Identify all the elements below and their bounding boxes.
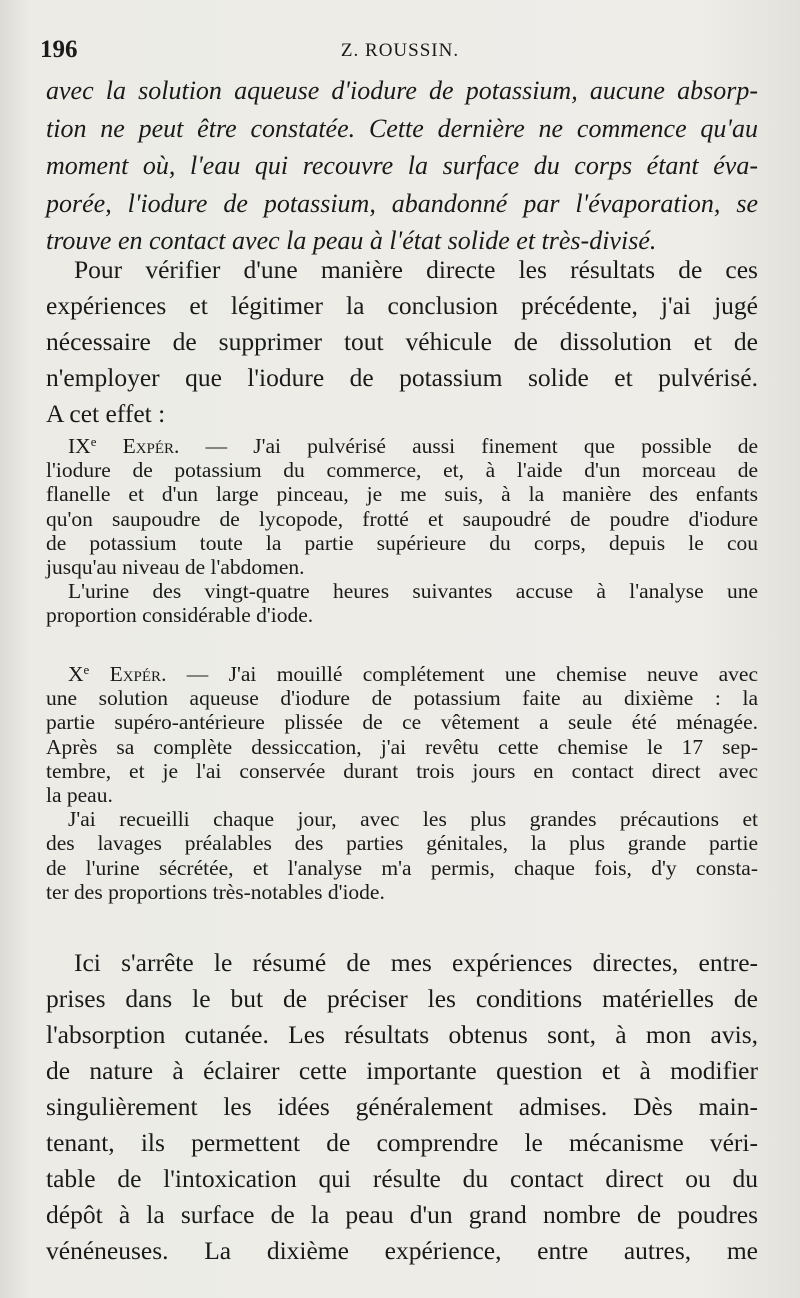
text-line: l'absorption cutanée. Les résultats obtenus sont, à mon avis,	[46, 1020, 758, 1049]
text-line: Pour vérifier d'une manière directe les résultats de ces	[74, 255, 758, 284]
page-header	[40, 36, 760, 66]
experiment-heading-line	[46, 434, 758, 458]
text-line: partie supéro-antérieure plissée de ce vêtement a seule été ménagée.	[46, 710, 758, 735]
text-line: tion ne peut être constatée. Cette dernière ne commence qu'au	[46, 113, 758, 143]
text-line: proportion considérable d'iode.	[46, 603, 314, 628]
experiment-numeral: IX	[68, 434, 91, 458]
experiment-numeral-sup: e	[90, 434, 97, 449]
page-number: 196	[40, 36, 78, 63]
text-line: moment où, l'eau qui recouvre la surface du corps étant éva-	[46, 151, 758, 180]
text-line: table de l'intoxication qui résulte du contact direct ou du	[46, 1164, 758, 1193]
text-line: de nature à éclairer cette importante question et à modifier	[46, 1056, 758, 1085]
text-line: J'ai recueilli chaque jour, avec les plus grandes précautions et	[68, 807, 758, 832]
running-head: Z. ROUSSIN.	[340, 40, 460, 61]
text-line: tembre, et je l'ai conservée durant trois jours en contact direct avec	[46, 758, 758, 783]
paragraph-summary	[46, 945, 758, 1269]
text-line: une solution aqueuse d'iodure de potassium faite au dixième : la	[46, 686, 758, 711]
text-line: prises dans le but de préciser les conditions matérielles de	[46, 984, 758, 1013]
text-line: Après sa complète dessiccation, j'ai revêtu cette chemise le 17 sep-	[46, 734, 758, 759]
experiment-label: Expér.	[96, 434, 180, 458]
text-line: trouve en contact avec la peau à l'état solide et très-divisé.	[46, 226, 657, 255]
text-line: nécessaire de supprimer tout véhicule de dissolution et de	[46, 327, 758, 356]
text-line: de potassium toute la partie supérieure du corps, depuis le cou	[46, 530, 758, 555]
text-line: singulièrement les idées généralement admises. Dès main-	[46, 1092, 758, 1121]
text-line: avec la solution aqueuse d'iodure de potassium, aucune absorp-	[46, 76, 758, 105]
paragraph-verify	[46, 252, 758, 432]
text-line: jusqu'au niveau de l'abdomen.	[46, 555, 305, 580]
experiment-label: Expér.	[89, 662, 167, 686]
text-line: la peau.	[46, 783, 113, 808]
text-line: des lavages préalables des parties génitales, la plus grande partie	[46, 831, 758, 856]
text-line: L'urine des vingt-quatre heures suivantes accuse à l'analyse une	[68, 579, 758, 604]
experiment-numeral: X	[68, 662, 84, 686]
experiment-numeral-sup: e	[83, 662, 90, 677]
text-line: de l'urine sécrétée, et l'analyse m'a permis, chaque fois, d'y consta-	[46, 855, 758, 880]
italic-paragraph	[46, 72, 758, 260]
text-line: flanelle et d'un large pinceau, je me suis, à la manière des enfants	[46, 482, 758, 507]
text-line: l'iodure de potassium du commerce, et, à l'aide d'un morceau de	[46, 458, 758, 483]
text-line: qu'on saupoudre de lycopode, frotté et saupoudré de poudre d'iodure	[46, 506, 758, 531]
experiment-ix	[46, 434, 758, 628]
text-run: — J'ai mouillé complétement une chemise neuve avec	[166, 662, 758, 686]
text-line: expériences et légitimer la conclusion précédente, j'ai jugé	[46, 291, 758, 320]
text-line: dépôt à la surface de la peau d'un grand nombre de poudres	[46, 1200, 758, 1229]
text-line: tenant, ils permettent de comprendre le mécanisme véri-	[46, 1128, 758, 1157]
experiment-x	[46, 662, 758, 904]
text-line: vénéneuses. La dixième expérience, entre autres, me	[46, 1236, 758, 1265]
text-line: n'employer que l'iodure de potassium solide et pulvérisé.	[46, 363, 758, 392]
text-line: A cet effet :	[46, 399, 166, 428]
text-line: ter des proportions très-notables d'iode.	[46, 879, 385, 904]
text-line: porée, l'iodure de potassium, abandonné par l'évaporation, se	[46, 188, 758, 218]
text-run: — J'ai pulvérisé aussi finement que possible de	[179, 434, 758, 458]
experiment-heading-line	[46, 662, 758, 686]
text-line: Ici s'arrête le résumé de mes expériences directes, entre-	[74, 948, 758, 977]
